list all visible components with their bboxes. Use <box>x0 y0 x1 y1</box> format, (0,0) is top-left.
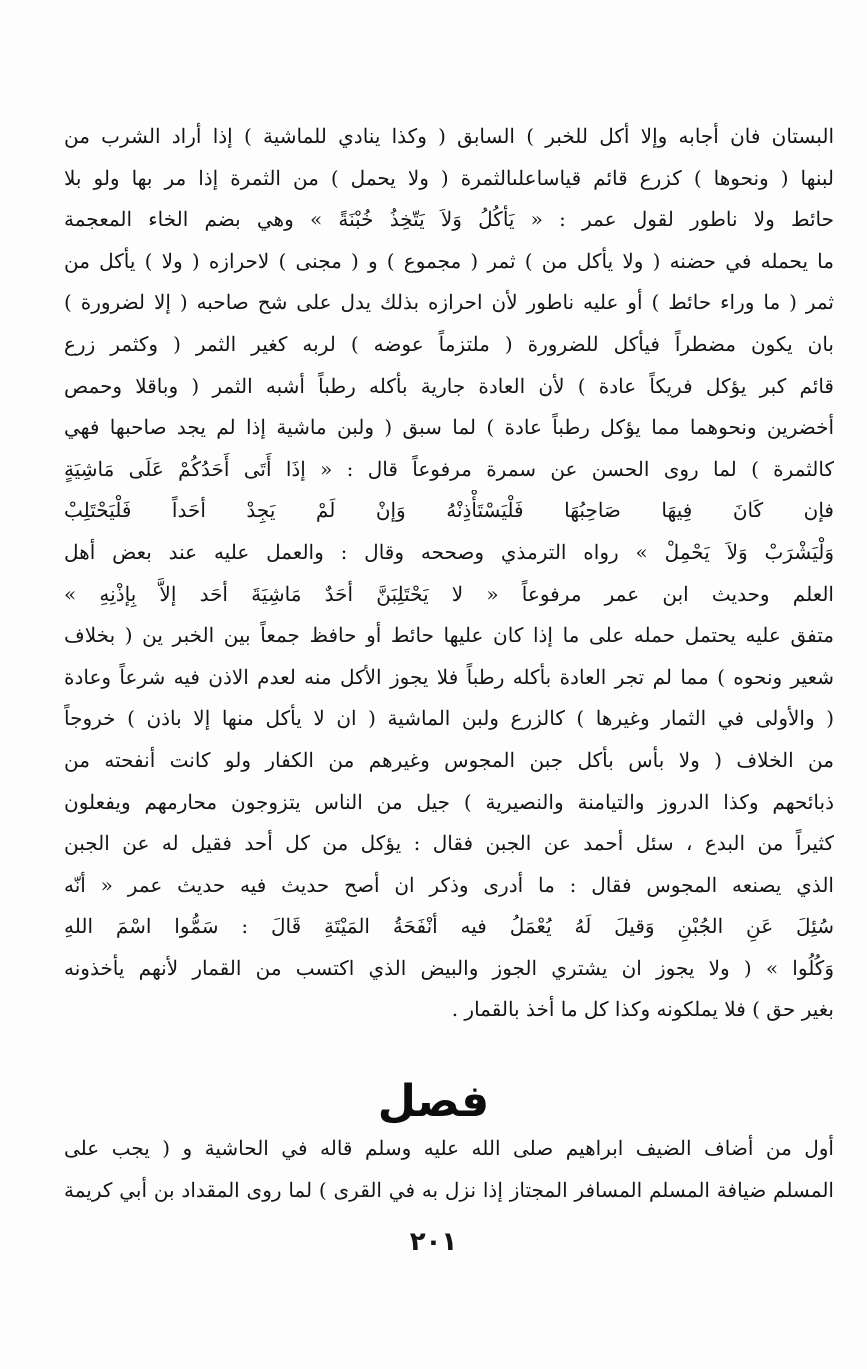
text-line: لبنها ( ونحوها ) كزرع قائم قياساعلىالثمرة ( ولا يحمل ) من الثمرة إذا مر بها ولو بلا <box>64 165 834 190</box>
text-line: كالثمرة ) لما روى الحسن عن سمرة مرفوعاً قال : « إذَا أَتَى أَحَدُكُمْ عَلَى مَاشِيَةٍ <box>64 456 834 481</box>
text-line: العلم وحديث ابن عمر مرفوعاً « لا يَحْتَلِبَنَّ أحَدٌ مَاشِيَةَ أحَد إلاَّ بِإذْنِهِ » <box>64 581 834 606</box>
text-line: قائم كبر يؤكل فريكاً عادة ) لأن العادة جارية بأكله رطباً أشبه الثمر ( وباقلا وحمص <box>64 373 834 398</box>
text-line: شعير ونحوه ) مما لم تجر العادة بأكله رطباً فلا يجوز الأكل منه لعدم الاذن فيه شرعاً وعادة <box>64 664 834 689</box>
text-line: ما يحمله في حضنه ( ولا يأكل من ) ثمر ( مجموع ) و ( مجنى ) لاحرازه ( ولا ) يأكل من <box>64 248 834 273</box>
section-heading: فصل <box>377 1076 490 1127</box>
text-line: كثيراً من البدع ، سئل أحمد عن الجبن فقال : يؤكل من كل أحد فقيل له عن الجبن <box>64 831 834 856</box>
text-line: المسلم ضيافة المسلم المسافر المجتاز إذا نزل به في القرى ) لما روى المقداد بن أبي كريمة <box>64 1177 834 1202</box>
text-line: سُئِلَ عَنِ الجُبْنِ وَقيلَ لَهُ يُعْمَلُ فيه أنْفَحَةُ المَيْتَةِ قَالَ : سَمُّوا اسْمَ اللهِ <box>64 914 834 939</box>
text-line: أخضرين ونحوهما مما يؤكل رطباً عادة ) لما سبق ( ولبن ماشية إذا لم يجد صاحبها فهي <box>64 415 834 440</box>
body-text <box>64 116 834 1031</box>
text-line: البستان فان أجابه وإلا أكل للخبر ) السابق ( وكذا ينادي للماشية ) إذا أراد الشرب من <box>64 124 834 148</box>
page-number: ٢٠١ <box>409 1227 458 1257</box>
text-line: فإن كَانَ فِيهَا صَاحِبُهَا فَلْيَسْتَأْذِنْهُ وَإنْ لَمْ يَجِدْ أحَداً فَلْيَحْتَلِبْ <box>64 498 834 523</box>
text-line: بان يكون مضطراً فيأكل للضرورة ( ملتزماً عوضه ) لربه كغير الثمر ( وكثمر زرع <box>64 331 834 356</box>
text-line: وَكُلُوا » ( ولا يجوز ان يشتري الجوز والبيض الذي اكتسب من القمار لأنهم يأخذونه <box>64 955 834 980</box>
text-line: حائط ولا ناطور لقول عمر : « يَأكُلُ وَلاَ يَتّخِذُ خُبْنَةً » وهي بضم الخاء المعجمة <box>64 207 834 232</box>
text-line: وَلْيَشْرَبْ وَلاَ يَحْمِلْ » رواه الترمذي وصححه وقال : والعمل عليه عند بعض أهل <box>64 539 834 564</box>
text-line: أول من أضاف الضيف ابراهيم صلى الله عليه وسلم قاله في الحاشية و ( يجب على <box>64 1136 834 1160</box>
text-line: من الخلاف ( ولا بأس بأكل جبن المجوس وغيرهم من الكفار ولو كانت أنفحته من <box>64 747 834 772</box>
text-line: متفق عليه يحتمل حمله على ما إذا كان عليها حائط أو حافظ جمعاً بين الخبر ين ( بخلاف <box>64 623 834 648</box>
text-line: ( والأولى في الثمار وغيرها ) كالزرع ولبن الماشية ( ان لا يأكل منها إلا باذن ) خروجاً <box>64 706 834 731</box>
text-line: الذي يصنعه المجوس فقال : ما أدرى وذكر ان أصح حديث فيه حديث عمر « أنّه <box>64 872 834 897</box>
text-line: ثمر ( ما وراء حائط ) أو عليه ناطور لأن احرازه بذلك يدل على شح صاحبه ( إلا لضرورة ) <box>64 290 834 315</box>
text-line: بغير حق ) فلا يملكونه وكذا كل ما أخذ بالقمار . <box>451 997 834 1022</box>
text-line: ذبائحهم وكذا الدروز والتيامنة والنصيرية ) جيل من الناس يتزوجون محارمهم ويفعلون <box>64 789 834 814</box>
section-text <box>64 1128 834 1211</box>
